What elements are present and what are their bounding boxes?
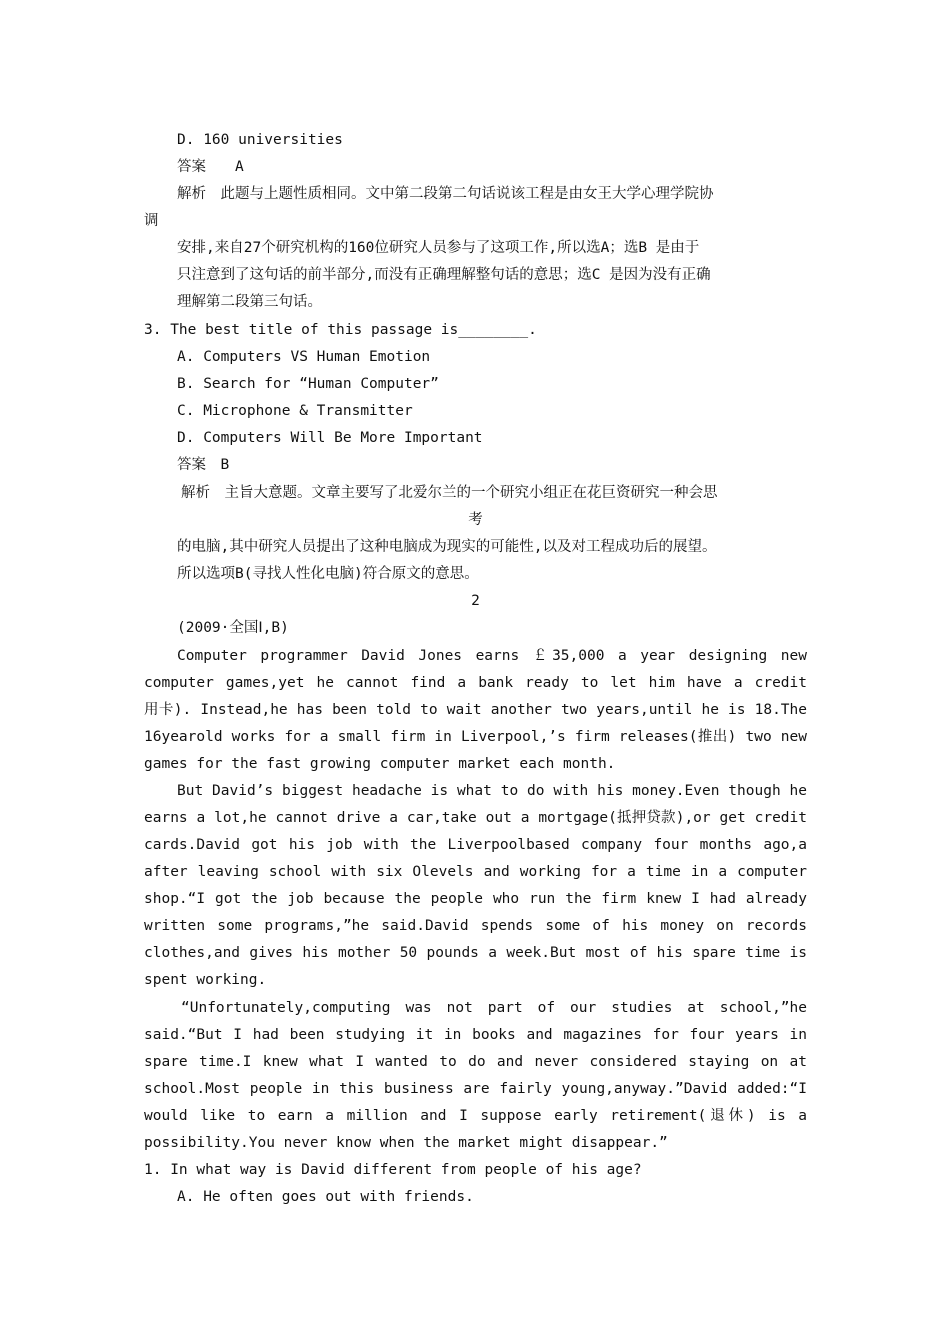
passage-line: after leaving school with six Olevels and working for a time in a computer — [144, 864, 807, 880]
passage-line: “Unfortunately,computing was not part of our studies at school,”he — [181, 1000, 807, 1016]
passage-line: computer games,yet he cannot find a bank ready to let him have a credit — [144, 675, 807, 691]
option-a: A. He often goes out with friends. — [177, 1189, 474, 1205]
passage-line: shop.“I got the job because the people who run the firm knew I had already — [144, 891, 807, 907]
section-number: 2 — [471, 593, 480, 609]
passage-line: possibility.You never know when the market might disappear.” — [144, 1135, 668, 1151]
analysis-text: 安排,来自27个研究机构的160位研究人员参与了这项工作,所以选A；选B 是由于 — [177, 240, 700, 256]
passage-line: clothes,and gives his mother 50 pounds a week.But most of his spare time is — [144, 945, 807, 961]
analysis-text: 所以选项B(寻找人性化电脑)符合原文的意思。 — [177, 566, 479, 582]
passage-line: 用卡). Instead,he has been told to wait another two years,until he is 18.The — [144, 702, 807, 718]
passage-line: earns a lot,he cannot drive a car,take out a mortgage(抵押贷款),or get credit — [144, 810, 807, 826]
option-d: D. 160 universities — [177, 132, 343, 148]
option-b: B. Search for “Human Computer” — [177, 376, 439, 392]
passage-line: would like to earn a million and I suppose early retirement(退休) is a — [144, 1108, 807, 1124]
analysis-text: 理解第二段第三句话。 — [177, 294, 322, 310]
passage-line: Computer programmer David Jones earns ￡35,000 a year designing new — [177, 648, 807, 664]
passage-line: written some programs,”he said.David spends some of his money on records — [144, 918, 807, 934]
answer-label: 答案 B — [177, 457, 230, 473]
analysis-text: 的电脑,其中研究人员提出了这种电脑成为现实的可能性,以及对工程成功后的展望。 — [177, 539, 717, 555]
option-a: A. Computers VS Human Emotion — [177, 349, 431, 365]
passage-line: But David’s biggest headache is what to do with his money.Even though he — [177, 783, 807, 799]
option-c: C. Microphone & Transmitter — [177, 403, 413, 419]
analysis-text: 解析 此题与上题性质相同。文中第二段第二句话说该工程是由女王大学心理学院协 — [177, 186, 714, 202]
passage-line: games for the fast growing computer market each month. — [144, 756, 616, 772]
analysis-text: 考 — [468, 512, 483, 528]
passage-line: cards.David got his job with the Liverpoolbased company four months ago,a — [144, 837, 807, 853]
passage-line: said.“But I had been studying it in books and magazines for four years in — [144, 1027, 807, 1043]
question-3: 3. The best title of this passage is________. — [144, 322, 537, 338]
passage-line: school.Most people in this business are fairly young,anyway.”David added:“I — [144, 1081, 807, 1097]
answer-label: 答案 A — [177, 159, 244, 175]
analysis-text: 解析 主旨大意题。文章主要写了北爱尔兰的一个研究小组正在花巨资研究一种会思 — [181, 485, 718, 501]
passage-line: 16yearold works for a small firm in Liverpool,’s firm releases(推出) two new — [144, 729, 807, 745]
passage-line: spent working. — [144, 972, 267, 988]
source-label: (2009·全国Ⅰ,B) — [177, 620, 289, 636]
passage-line: spare time.I knew what I wanted to do and never considered staying on at — [144, 1054, 807, 1070]
analysis-text: 调 — [144, 213, 159, 229]
question-1: 1. In what way is David different from people of his age? — [144, 1162, 642, 1178]
option-d: D. Computers Will Be More Important — [177, 430, 483, 446]
analysis-text: 只注意到了这句话的前半部分,而没有正确理解整句话的意思；选C 是因为没有正确 — [177, 267, 711, 283]
